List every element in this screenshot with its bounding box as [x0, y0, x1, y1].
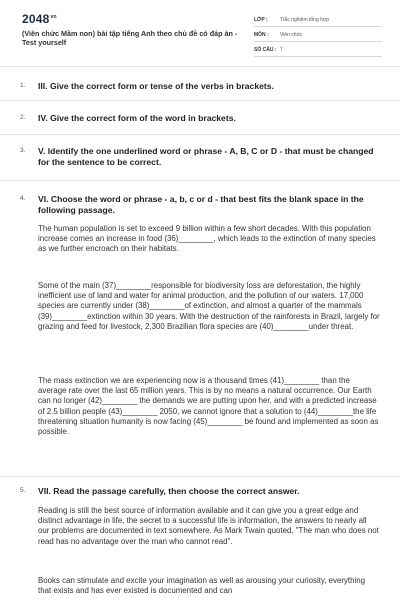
- meta-underline: [254, 26, 382, 27]
- passage-paragraph: Reading is still the best source of information available and it can give you a great edge and distinct advantage in life, the secret to a successful life is information, the answers to nearly all our problems are documented in text somewhere. As Mark Twain quoted, "The man who does not read has no advantage over the man who cannot read".: [38, 506, 379, 546]
- question-number: 1.: [20, 82, 26, 89]
- passage-paragraph: Books can stimulate and excite your imagination as well as arousing your curiosity, everything that exists and has ever existed is documented and can: [38, 576, 366, 596]
- site-logo[interactable]: [22, 12, 57, 26]
- section-divider: [0, 180, 400, 181]
- logo-text: 2048: [22, 12, 50, 26]
- meta-value: Viên chức: [280, 32, 303, 38]
- page-header: [0, 0, 400, 62]
- section-divider: [0, 66, 400, 67]
- meta-subject: [254, 32, 302, 38]
- meta-count: [254, 47, 283, 53]
- passage-paragraph: Some of the main (37)________responsible for biodiversity loss are deforestation, the highly inefficient use of land and water for animal production, and the pollution of our waters. 17,000 species are currently under (38)________of extinction, and almost a quarter of the mammals (39)________extinction within 30 years. With the destruction of the rainforests in Brazil, largely for grazing and feed for livestock, 2,300 Brazilian flora species are (40)________under threat.: [38, 281, 380, 331]
- question-number: 2.: [20, 114, 26, 121]
- section-divider: [0, 100, 400, 101]
- question-title: V. Identify the one underlined word or phrase - A, B, C or D - that must be changed for the sentence to be correct.: [38, 146, 374, 167]
- logo-suffix: vn: [50, 14, 57, 20]
- question-title: IV. Give the correct form of the word in brackets.: [38, 113, 236, 123]
- section-divider: [0, 476, 400, 477]
- document-title: (Viên chức Mầm non) bài tập tiếng Anh theo chủ đề có đáp án - Test yourself: [22, 29, 238, 47]
- meta-underline: [254, 56, 382, 57]
- meta-value: Trắc nghiệm tổng hợp: [280, 17, 329, 23]
- question-number: 5.: [20, 487, 26, 494]
- question-title: III. Give the correct form or tense of the verbs in brackets.: [38, 81, 274, 91]
- meta-key: MÔN :: [254, 32, 269, 38]
- question-title: VI. Choose the word or phrase - a, b, c or d - that best fits the blank space in the following passage.: [38, 194, 364, 215]
- passage-paragraph: The human population is set to exceed 9 billion within a few short decades. With this population increase comes an increase in food (36)________, which leads to the extinction of many species as we further encroach on their habitats.: [38, 224, 376, 254]
- section-divider: [0, 134, 400, 135]
- question-number: 4.: [20, 195, 26, 202]
- meta-key: SỐ CÂU :: [254, 47, 277, 53]
- passage-paragraph: The mass extinction we are experiencing now is a thousand times (41)________ than the average rate over the last 65 million years. This is by no means a natural occurrence. Our Earth can no longer (42)________ the demands we are putting upon her, and with a predicted increase of 2.5 billion people (43)________ 2050, we cannot ignore that a solution to (44)________the life threatening situation humanity is now facing (45)________ be found and implemented as soon as possible.: [38, 376, 379, 437]
- question-title: VII. Read the passage carefully, then choose the correct answer.: [38, 486, 300, 496]
- meta-class: [254, 17, 329, 23]
- meta-key: LỚP :: [254, 17, 268, 23]
- meta-value: 7: [280, 47, 283, 53]
- meta-underline: [254, 41, 382, 42]
- question-number: 3.: [20, 147, 26, 154]
